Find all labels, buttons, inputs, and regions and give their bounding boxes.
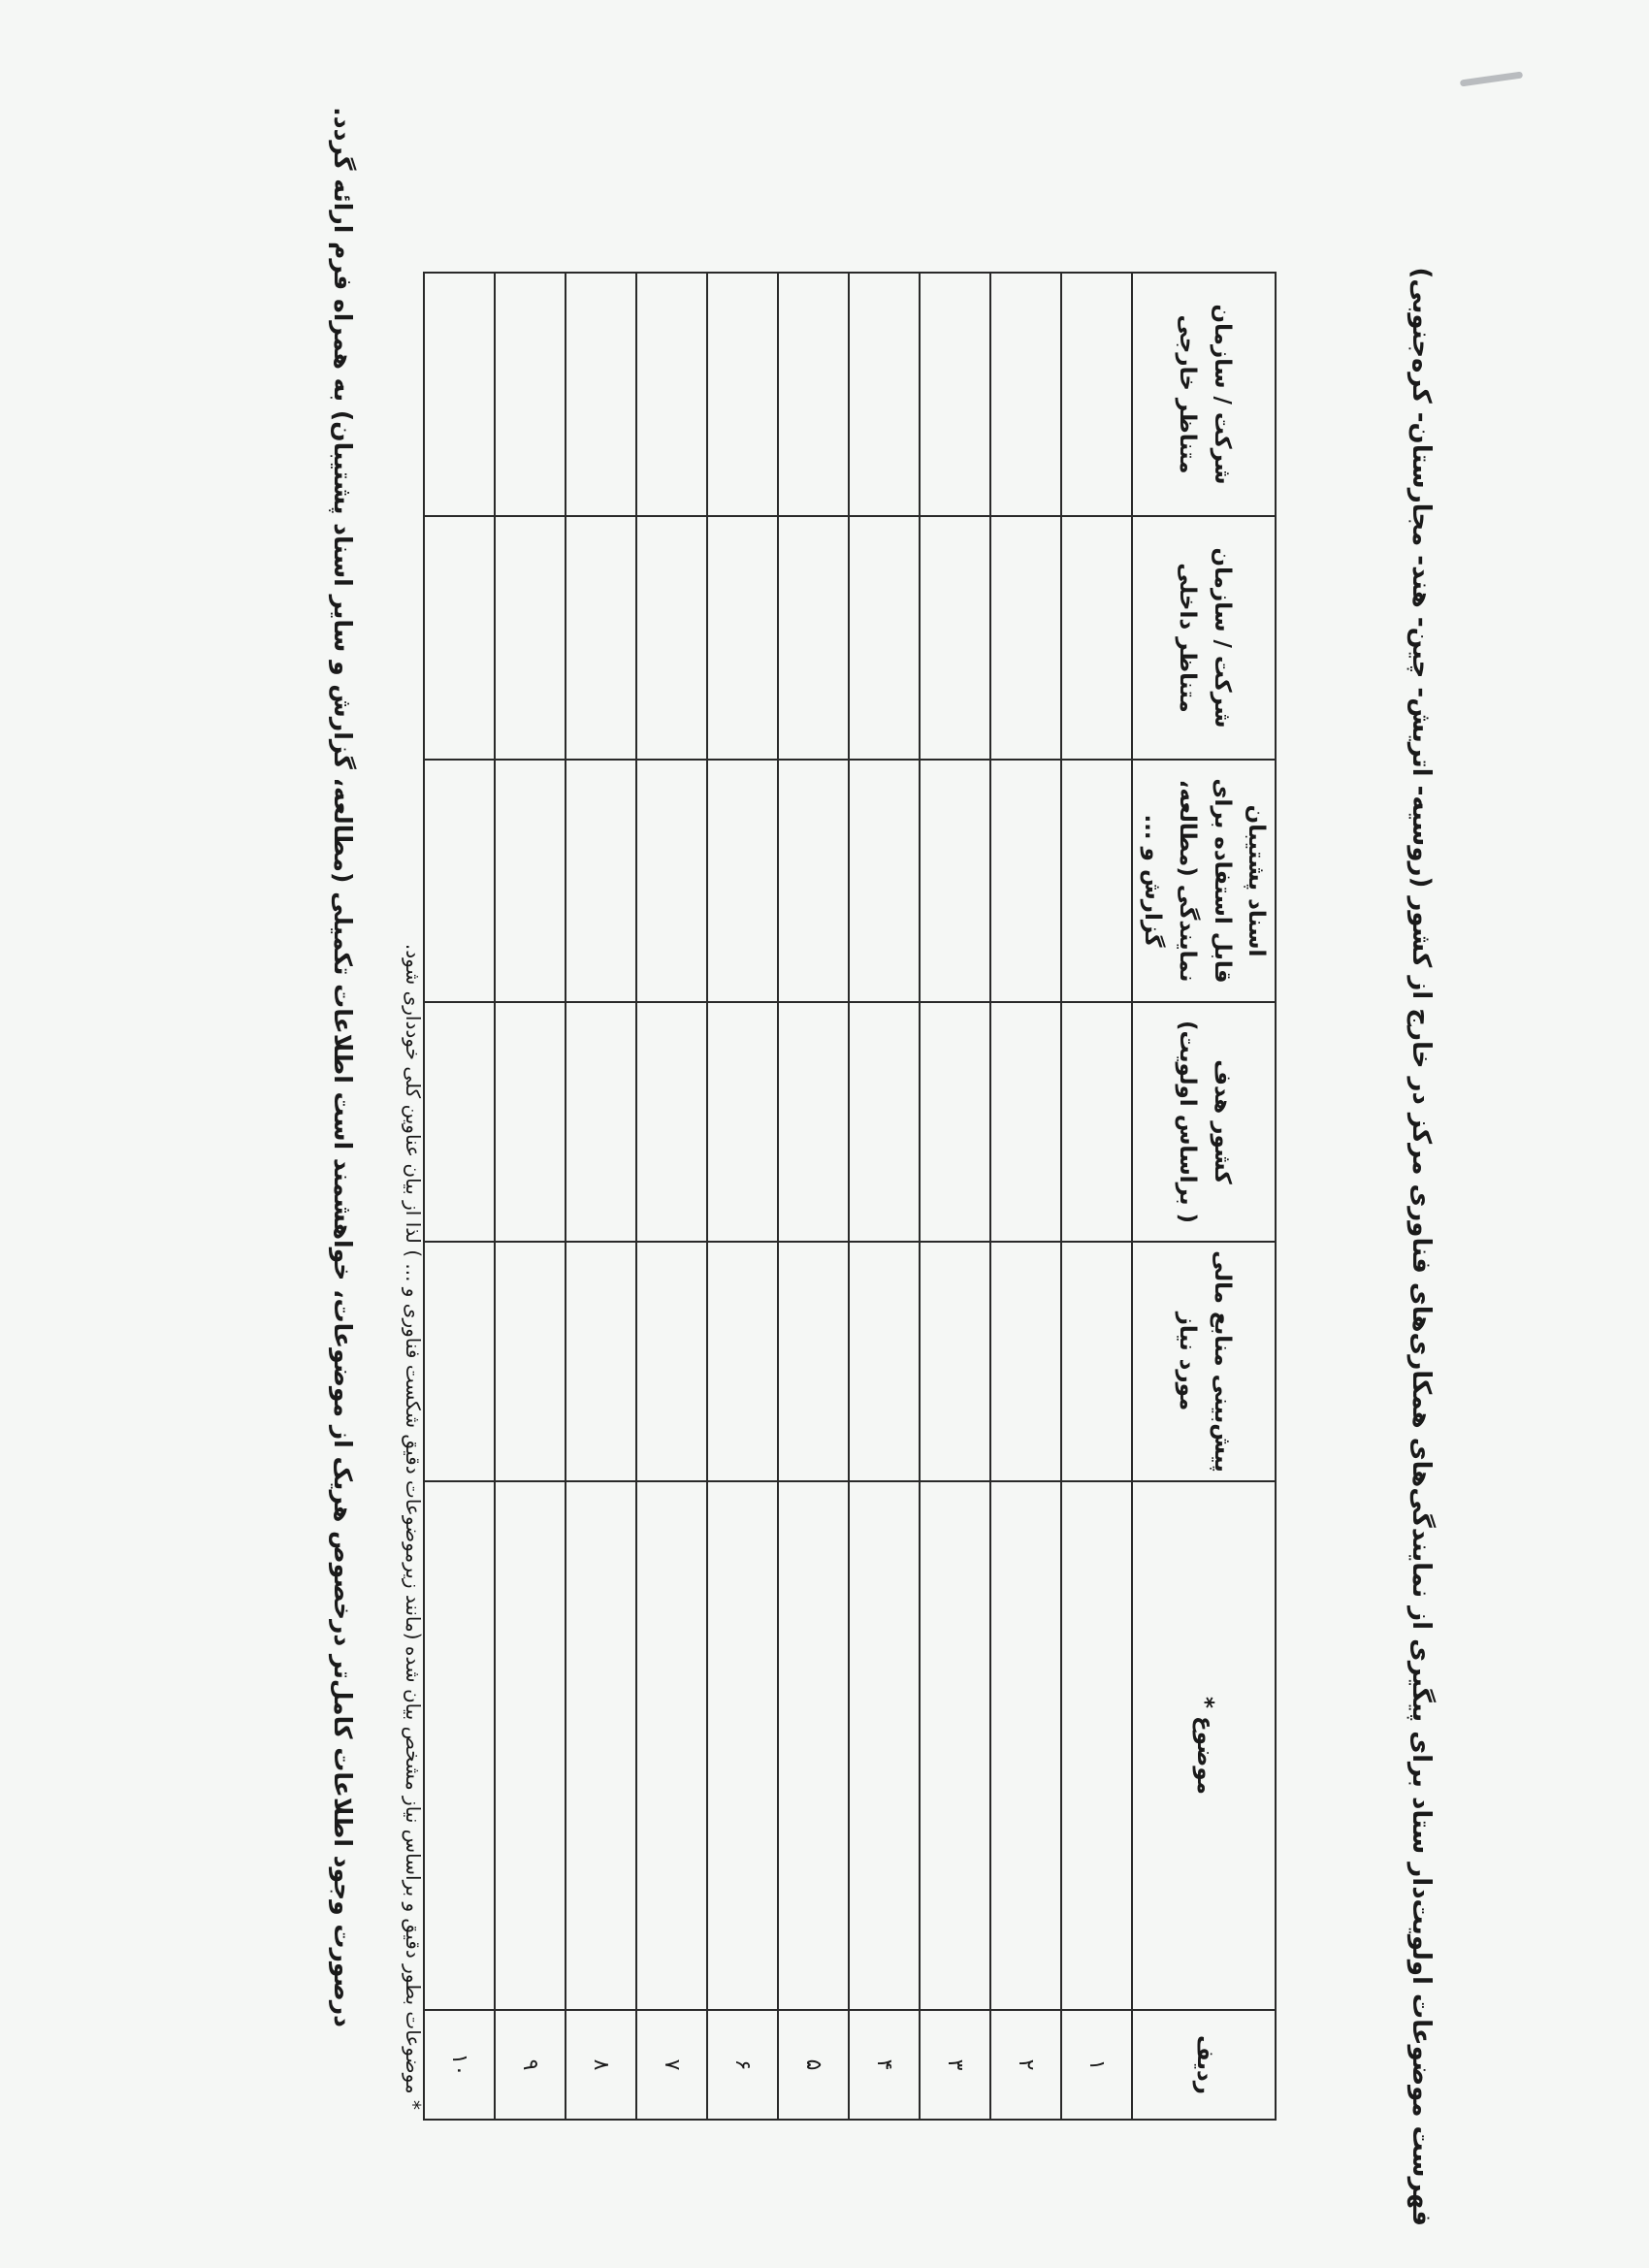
instruction-note: درصورت وجود اطلاعات کامل‌تر درخصوص هریک از موضوعات، خواهشمند است اطلاعات تکمیلی (مطالعه، گزارش و سایر اسناد پشتیبان) به همراه فرم ارائه گردد. [329,107,357,2027]
funding-cell[interactable] [778,1242,849,1481]
row-number: ۲ [990,2010,1061,2120]
header-row-number: ردیف [1132,2010,1276,2120]
topic-cell[interactable] [566,1481,636,2010]
table-row [778,273,849,2120]
funding-cell[interactable] [990,1242,1061,1481]
header-funding: پیش‌بینی منابع مالی مورد نیاز [1132,1242,1276,1481]
domestic-organization-cell[interactable] [566,516,636,760]
row-number: ۷ [636,2010,707,2120]
domestic-organization-cell[interactable] [920,516,990,760]
row-number: ۹ [495,2010,566,2120]
target-country-cell[interactable] [1061,1002,1132,1242]
foreign-organization-cell[interactable] [495,273,566,516]
funding-cell[interactable] [707,1242,778,1481]
funding-cell[interactable] [1061,1242,1132,1481]
table-row [1061,273,1132,2120]
table-body [424,273,1132,2120]
target-country-cell[interactable] [566,1002,636,1242]
table-row [849,273,920,2120]
foreign-organization-cell[interactable] [1061,273,1132,516]
target-country-cell[interactable] [495,1002,566,1242]
header-topic: موضوع * [1132,1481,1276,2010]
domestic-organization-cell[interactable] [778,516,849,760]
topic-cell[interactable] [990,1481,1061,2010]
funding-cell[interactable] [636,1242,707,1481]
topic-cell[interactable] [1061,1481,1132,2010]
foreign-organization-cell[interactable] [424,273,495,516]
topic-cell[interactable] [707,1481,778,2010]
row-number: ۸ [566,2010,636,2120]
domestic-organization-cell[interactable] [636,516,707,760]
domestic-organization-cell[interactable] [707,516,778,760]
supporting-documents-cell[interactable] [778,760,849,1002]
row-number: ۴ [849,2010,920,2120]
target-country-cell[interactable] [424,1002,495,1242]
target-country-cell[interactable] [707,1002,778,1242]
topic-cell[interactable] [778,1481,849,2010]
domestic-organization-cell[interactable] [495,516,566,760]
target-country-cell[interactable] [849,1002,920,1242]
target-country-cell[interactable] [778,1002,849,1242]
supporting-documents-cell[interactable] [1061,760,1132,1002]
foreign-organization-cell[interactable] [636,273,707,516]
header-domestic-organization: شرکت / سازمان متناظر داخلی [1132,516,1276,760]
table-row [424,273,495,2120]
supporting-documents-cell[interactable] [920,760,990,1002]
topic-cell[interactable] [636,1481,707,2010]
table-row [495,273,566,2120]
table-row [920,273,990,2120]
row-number: ۵ [778,2010,849,2120]
row-number: ۱۰ [424,2010,495,2120]
topic-cell[interactable] [495,1481,566,2010]
domestic-organization-cell[interactable] [849,516,920,760]
topic-cell[interactable] [920,1481,990,2010]
target-country-cell[interactable] [636,1002,707,1242]
domestic-organization-cell[interactable] [424,516,495,760]
foreign-organization-cell[interactable] [778,273,849,516]
supporting-documents-cell[interactable] [990,760,1061,1002]
foreign-organization-cell[interactable] [849,273,920,516]
table-row [990,273,1061,2120]
target-country-cell[interactable] [920,1002,990,1242]
domestic-organization-cell[interactable] [990,516,1061,760]
foreign-organization-cell[interactable] [990,273,1061,516]
row-number: ۱ [1061,2010,1132,2120]
foreign-organization-cell[interactable] [566,273,636,516]
funding-cell[interactable] [566,1242,636,1481]
funding-cell[interactable] [495,1242,566,1481]
footnote: * موضوعات بطور دقیق و براساس نیاز مشخص بیان شده (مانند زیرموضوعات دقیق شکست فناوری و ... ) لذا از بیان عناوین کلی خودداری شود. [402,943,425,2110]
funding-cell[interactable] [849,1242,920,1481]
supporting-documents-cell[interactable] [707,760,778,1002]
funding-cell[interactable] [424,1242,495,1481]
table-header-row [1132,273,1276,2120]
header-foreign-organization: شرکت / سازمان متناظر خارجی [1132,273,1276,516]
supporting-documents-cell[interactable] [636,760,707,1002]
table-row [636,273,707,2120]
foreign-organization-cell[interactable] [920,273,990,516]
table-row [566,273,636,2120]
header-supporting-documents: اسناد پشتیبان قابل استفاده برای نمایندگی (مطالعه، گزارش و ... [1132,760,1276,1002]
supporting-documents-cell[interactable] [849,760,920,1002]
funding-cell[interactable] [920,1242,990,1481]
foreign-organization-cell[interactable] [707,273,778,516]
supporting-documents-cell[interactable] [495,760,566,1002]
table-row [707,273,778,2120]
header-target-country: کشور هدف ( براساس اولویت) [1132,1002,1276,1242]
priority-topics-table [423,272,1277,2121]
topic-cell[interactable] [424,1481,495,2010]
target-country-cell[interactable] [990,1002,1061,1242]
domestic-organization-cell[interactable] [1061,516,1132,760]
supporting-documents-cell[interactable] [566,760,636,1002]
supporting-documents-cell[interactable] [424,760,495,1002]
row-number: ۳ [920,2010,990,2120]
topic-cell[interactable] [849,1481,920,2010]
row-number: ۶ [707,2010,778,2120]
document-title: فهرست موضوعات اولویت‌دار ستاد برای پیگیری از نمایندگی‌های همکاری‌های فناوری مرکز در خارج از کشور (روسیه- اتریش- چین- هند- مجارستان- کره‌جنوبی) [1406,267,1436,2226]
